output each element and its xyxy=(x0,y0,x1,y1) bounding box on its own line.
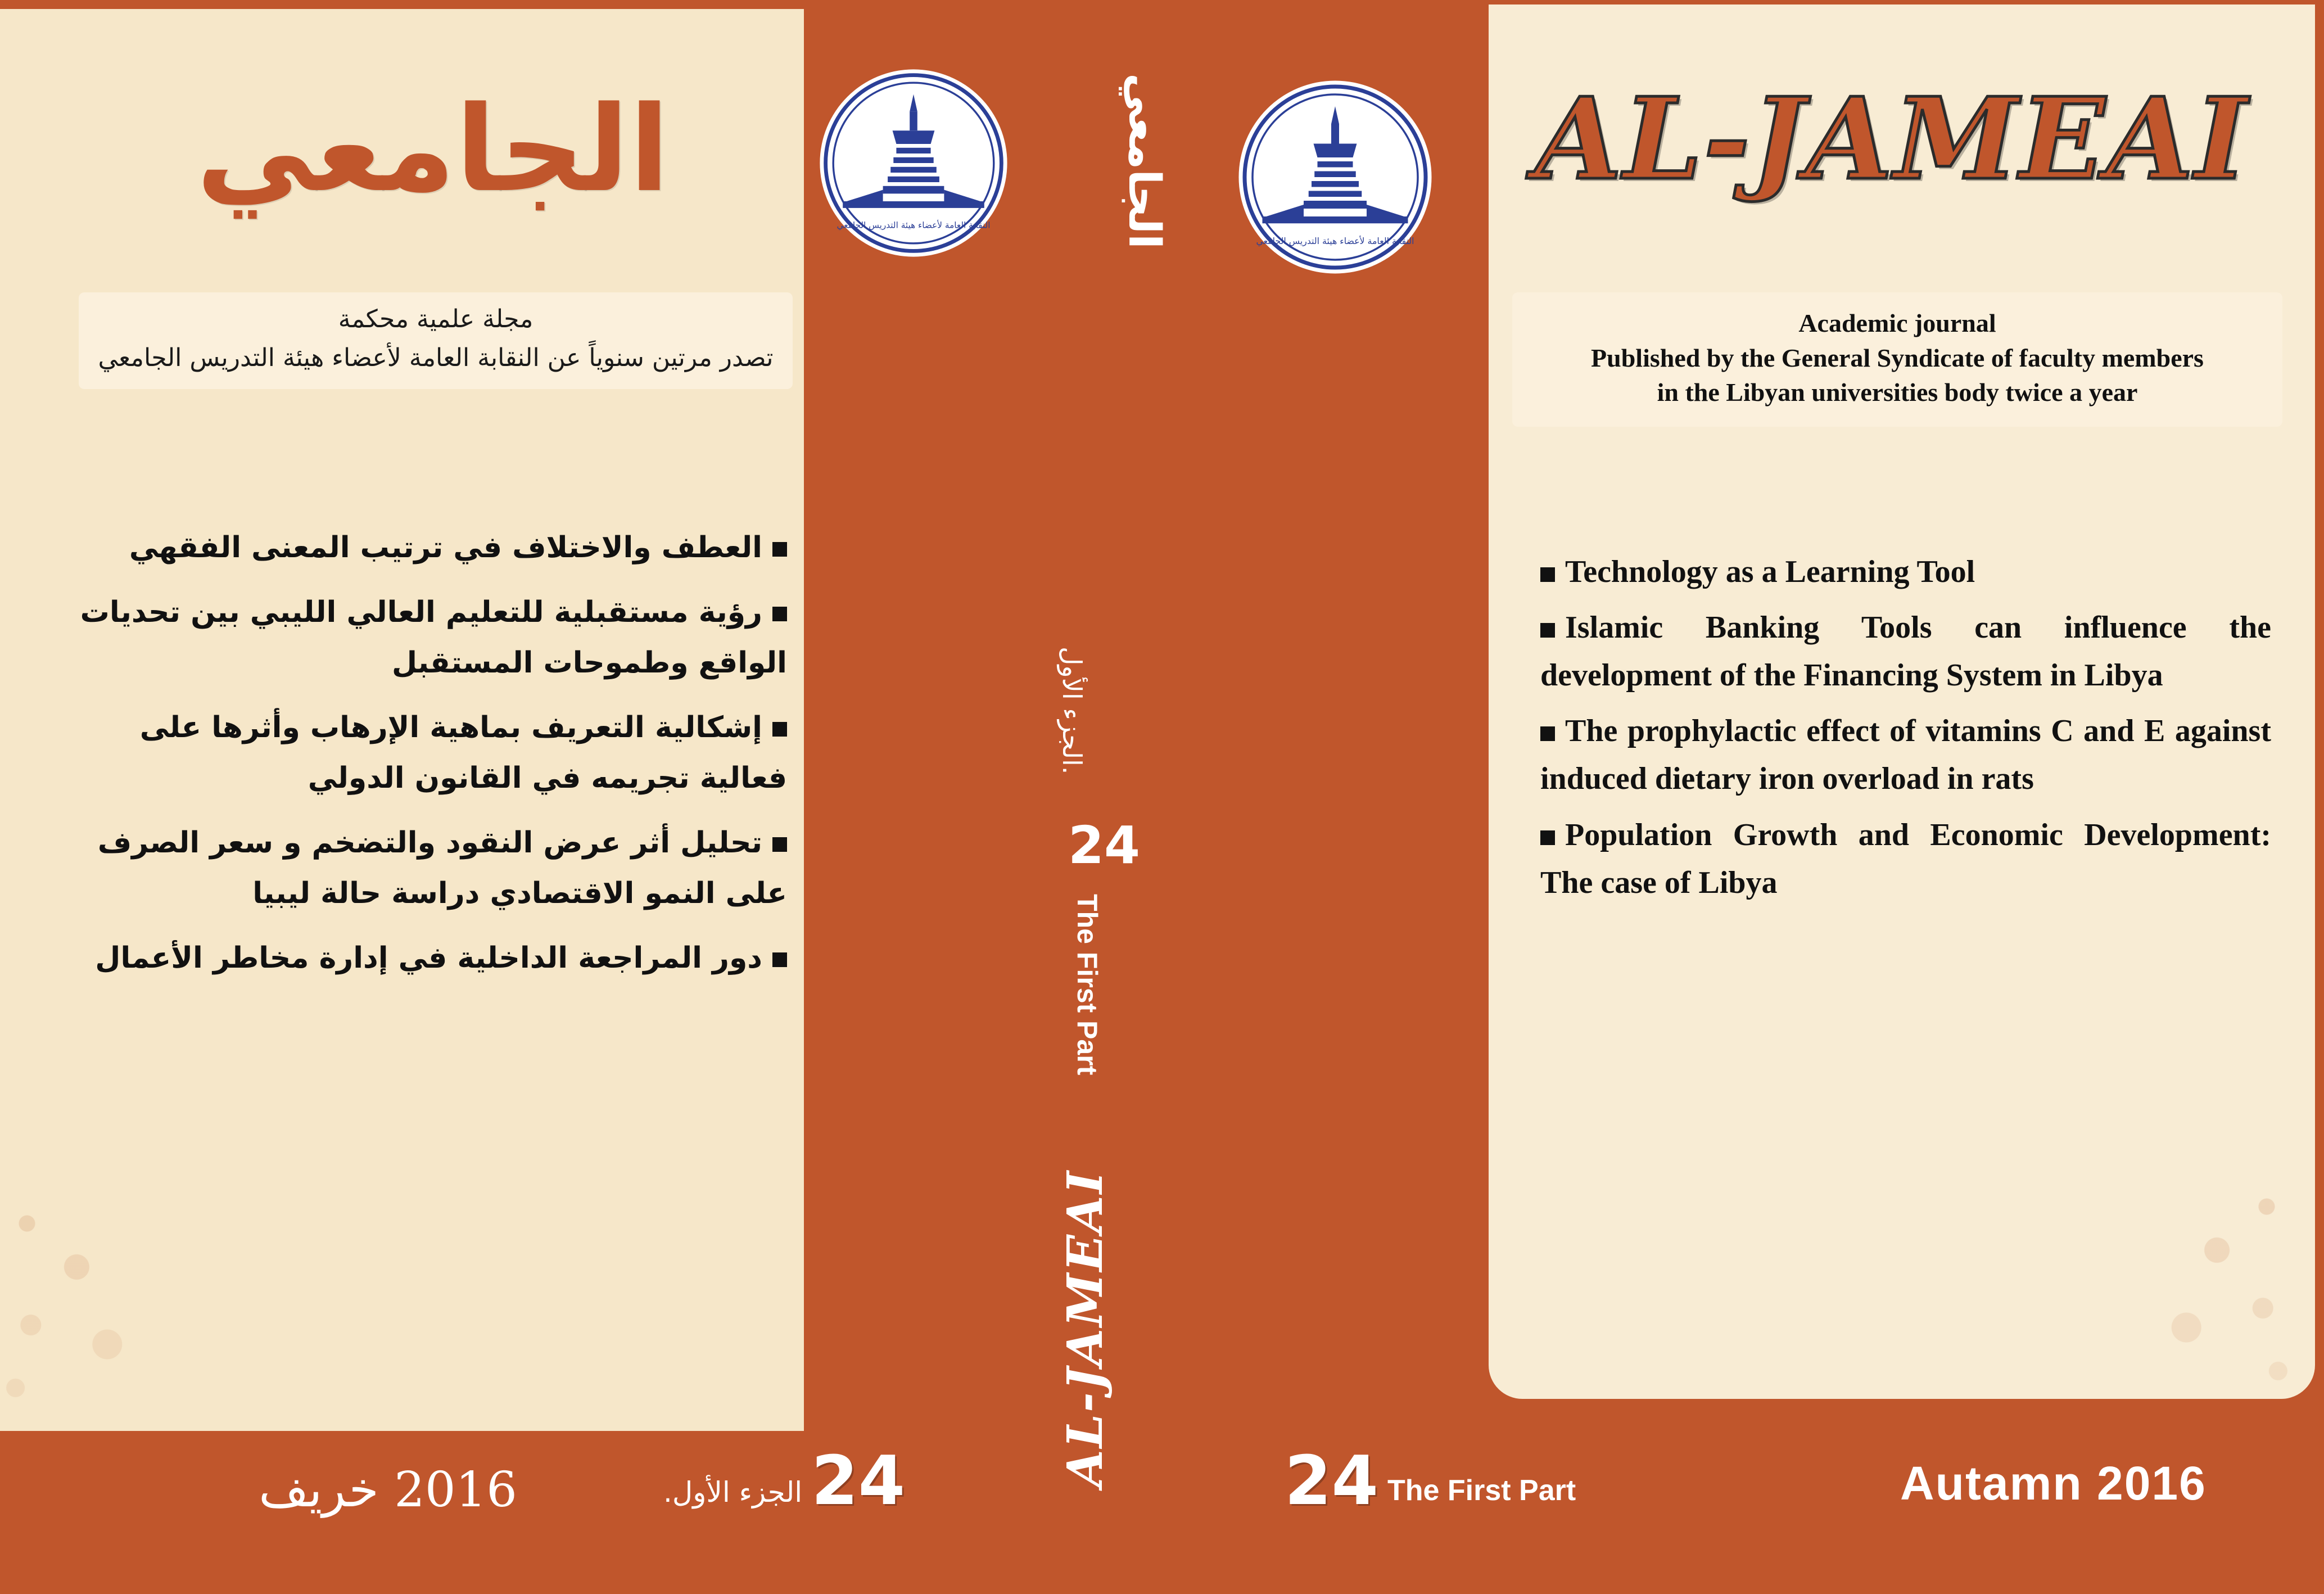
arabic-journal-title: الجامعي xyxy=(196,80,670,218)
list-item xyxy=(62,588,787,688)
square-bullet-icon xyxy=(1540,567,1555,582)
front-cover-title: AL-JAMEAI xyxy=(1535,73,2249,205)
spine-part-arabic: الجزء الأول. xyxy=(1057,647,1087,775)
square-bullet-icon xyxy=(1540,623,1555,638)
english-article-title: Technology as a Learning Tool xyxy=(1565,554,1975,589)
arabic-article-title: إشكالية التعريف بماهية الإرهاب وأثرها على فعالية تجريمه في القانون الدولي xyxy=(139,711,787,795)
spine-arabic-title: الجامعي xyxy=(1119,73,1169,249)
front-subtitle-line-3: in the Libyan universities body twice a year xyxy=(1657,378,2138,407)
arabic-article-title: تحليل أثر عرض النقود والتضخم و سعر الصرف على النمو الاقتصادي دراسة حالة ليبيا xyxy=(97,826,787,910)
front-cover-subtitle-box xyxy=(1512,292,2282,427)
list-item xyxy=(1540,548,2271,596)
list-item xyxy=(62,933,787,983)
syndicate-emblem-icon xyxy=(818,67,1009,259)
svg-text:النقابة العامة لأعضاء هيئة الت: النقابة العامة لأعضاء هيئة التدريس الجامعي xyxy=(1256,236,1414,246)
arabic-article-title: رؤية مستقبلية للتعليم العالي الليبي بين تحديات الواقع وطموحات المستقبل xyxy=(80,595,787,680)
syndicate-emblem-icon xyxy=(1237,79,1434,276)
square-bullet-icon xyxy=(1540,830,1555,845)
square-bullet-icon xyxy=(772,722,787,737)
spine-issue-number: 24 xyxy=(1068,815,1141,875)
spine-english-title: AL-JAMEAI xyxy=(1057,1169,1114,1488)
front-cover-issue-number: 24 xyxy=(1285,1442,1378,1520)
arabic-subtitle-line-1: مجلة علمية محكمة xyxy=(338,305,533,333)
square-bullet-icon xyxy=(772,607,787,621)
back-cover-arabic-logo xyxy=(101,79,765,219)
list-item xyxy=(1540,811,2271,907)
arabic-article-title: العطف والاختلاف في ترتيب المعنى الفقهي xyxy=(129,531,762,565)
back-cover-issue-number: 24 xyxy=(811,1442,906,1520)
front-cover-season-year: Autamn 2016 xyxy=(1900,1457,2207,1510)
back-cover-article-list xyxy=(62,523,787,999)
square-bullet-icon xyxy=(772,837,787,852)
english-article-title: The prophylactic effect of vitamins C and E against induced dietary iron overload in rats xyxy=(1540,714,2271,797)
back-cover-year-text: 2016 خريف xyxy=(259,1462,517,1518)
list-item xyxy=(62,523,787,573)
back-cover-part-label: الجزء الأول. xyxy=(663,1476,803,1509)
front-cover-title-wrap xyxy=(1518,73,2266,205)
back-cover-year xyxy=(67,1462,517,1518)
back-cover-issue-block xyxy=(663,1442,906,1520)
square-bullet-icon xyxy=(772,952,787,967)
back-cover-top-strip xyxy=(0,0,804,9)
list-item xyxy=(1540,707,2271,803)
arabic-article-title: دور المراجعة الداخلية في إدارة مخاطر الأعمال xyxy=(95,941,762,976)
english-article-title: Population Growth and Economic Development: The case of Libya xyxy=(1540,817,2271,900)
front-subtitle-line-2: Published by the General Syndicate of faculty members xyxy=(1591,343,2204,372)
list-item xyxy=(62,818,787,919)
front-cover-article-list xyxy=(1540,548,2271,915)
front-cover-issue-block xyxy=(1285,1442,1576,1520)
spine-part-english: The First Part xyxy=(1071,894,1103,1076)
list-item xyxy=(1540,604,2271,699)
svg-text:النقابة العامة لأعضاء هيئة الت: النقابة العامة لأعضاء هيئة التدريس الجامعي xyxy=(837,220,991,231)
back-cover-subtitle-box xyxy=(79,292,793,389)
list-item xyxy=(62,703,787,803)
arabic-subtitle-line-2: تصدر مرتين سنوياً عن النقابة العامة لأعضاء هيئة التدريس الجامعي xyxy=(98,344,774,372)
english-article-title: Islamic Banking Tools can influence the development of the Financing System in Libya xyxy=(1540,610,2271,693)
front-cover-part-label: The First Part xyxy=(1387,1474,1576,1507)
square-bullet-icon xyxy=(1540,726,1555,741)
square-bullet-icon xyxy=(772,542,787,557)
front-subtitle-line-1: Academic journal xyxy=(1798,309,1996,337)
